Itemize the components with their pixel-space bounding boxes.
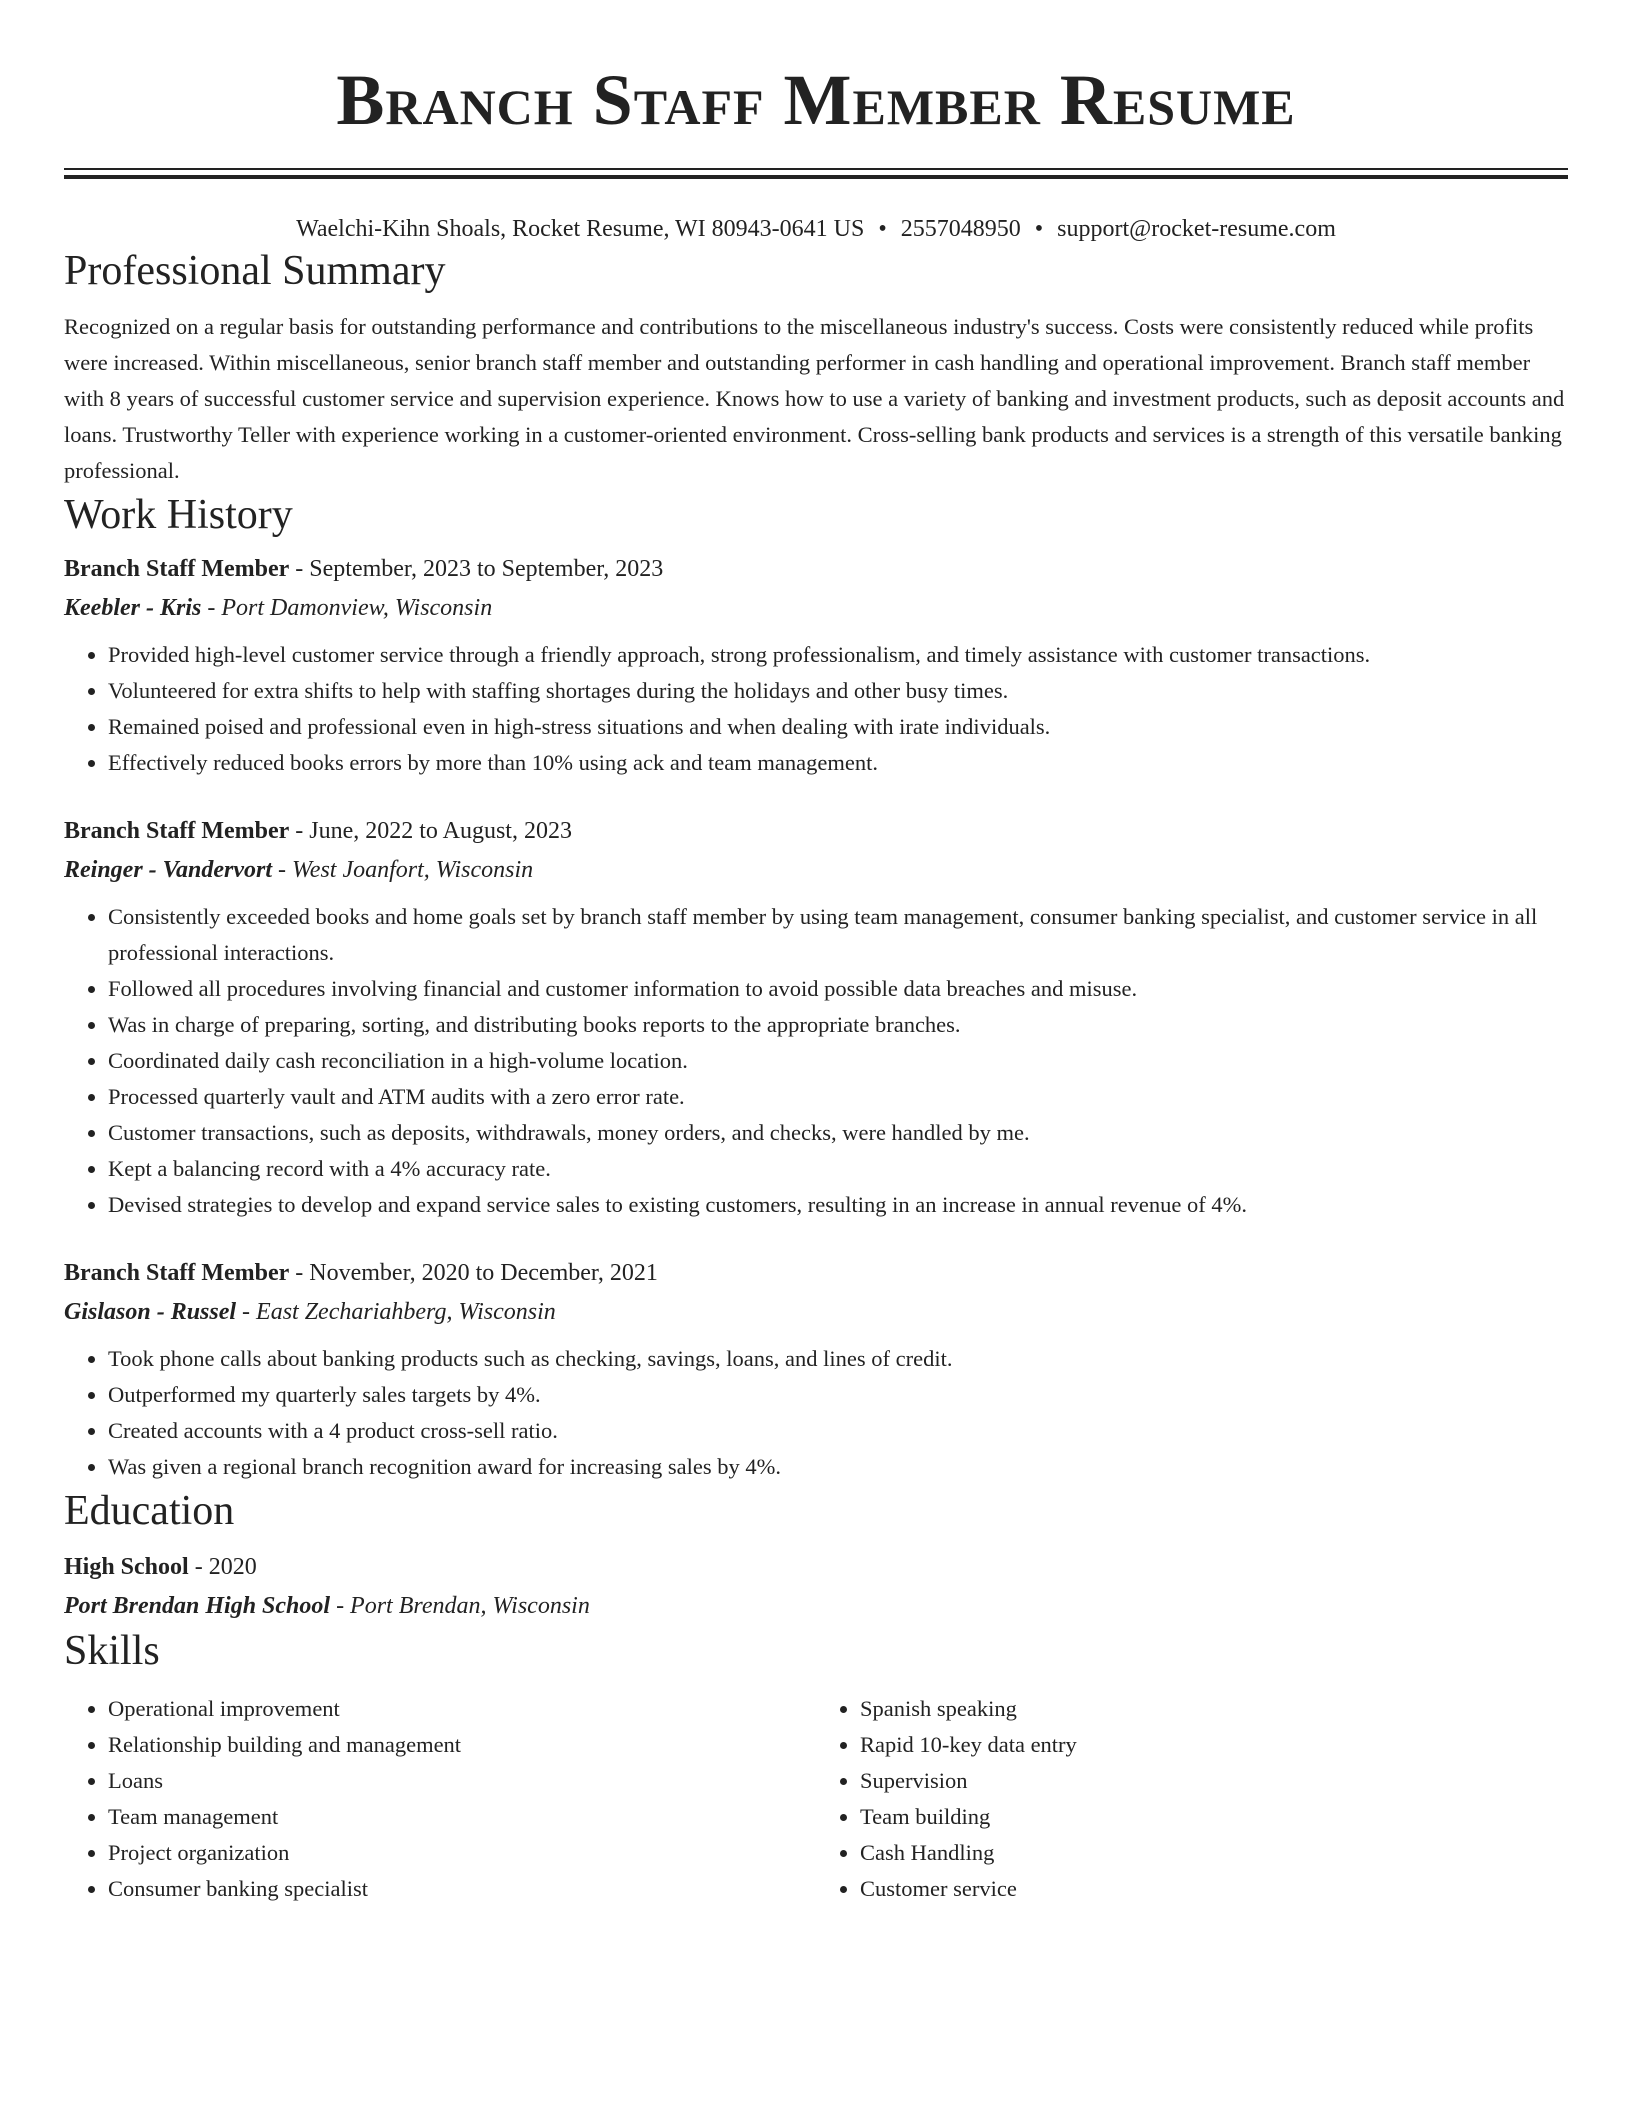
job-entry xyxy=(64,1253,1568,1485)
skill-item: • Team management xyxy=(108,1799,816,1835)
summary-text: Recognized on a regular basis for outstanding performance and contributions to the miscellaneous industry's success. Costs were consistently reduced while profits were increased. Within miscellaneous, senior branch staff member and outstanding performer in cash handling and operational improvement. Branch staff member with 8 years of successful customer service and supervision experience. Knows how to use a variety of banking and investment products, such as deposit accounts and loans. Trustworthy Teller with experience working in a customer-oriented environment. Cross-selling bank products and services is a strength of this versatile banking professional. xyxy=(64,314,1565,483)
education-school: Port Brendan High School xyxy=(64,1593,331,1619)
employer-location: - East Zechariahberg, Wisconsin xyxy=(242,1299,556,1325)
list-item: • Outperformed my quarterly sales targets by 4%. xyxy=(108,1377,1568,1413)
list-item: • Took phone calls about banking products such as checking, savings, loans, and lines of credit. xyxy=(108,1341,1568,1377)
job-title: Branch Staff Member xyxy=(64,818,290,844)
skill-item: • Rapid 10-key data entry xyxy=(860,1727,1568,1763)
list-item: • Coordinated daily cash reconciliation in a high-volume location. xyxy=(108,1043,1568,1079)
skill-item: • Loans xyxy=(108,1763,816,1799)
education-degree-line xyxy=(64,1547,1568,1587)
employer-name: Gislason - Russel xyxy=(64,1299,237,1325)
skills-list-left xyxy=(64,1691,816,1907)
skill-item: • Supervision xyxy=(860,1763,1568,1799)
contact-line xyxy=(64,213,1568,245)
section-heading-skills: Skills xyxy=(64,1628,160,1674)
employer-location: - West Joanfort, Wisconsin xyxy=(278,857,534,883)
list-item: • Devised strategies to develop and expand service sales to existing customers, resulting in an increase in annual revenue of 4%. xyxy=(108,1187,1568,1223)
section-heading-summary: Professional Summary xyxy=(64,248,446,294)
employer-line xyxy=(64,589,1568,627)
job-dates: - September, 2023 to September, 2023 xyxy=(295,556,664,582)
job-bullets xyxy=(64,1341,1568,1485)
job-title: Branch Staff Member xyxy=(64,1260,290,1286)
education-year: - 2020 xyxy=(194,1554,257,1580)
employer-line xyxy=(64,1293,1568,1331)
skill-item: • Customer service xyxy=(860,1871,1568,1907)
list-item: • Was in charge of preparing, sorting, and distributing books reports to the appropriate branches. xyxy=(108,1007,1568,1043)
skill-item: • Project organization xyxy=(108,1835,816,1871)
job-title-line xyxy=(64,549,1568,589)
list-item: • Created accounts with a 4 product cross-sell ratio. xyxy=(108,1413,1568,1449)
list-item: • Consistently exceeded books and home goals set by branch staff member by using team management, consumer banking specialist, and customer service in all professional interactions. xyxy=(108,899,1568,971)
job-bullets xyxy=(64,637,1568,781)
job-bullets xyxy=(64,899,1568,1223)
section-heading-work-history: Work History xyxy=(64,492,293,538)
skills-columns xyxy=(64,1691,1568,1907)
list-item: • Followed all procedures involving financial and customer information to avoid possible data breaches and misuse. xyxy=(108,971,1568,1007)
list-item: • Processed quarterly vault and ATM audits with a zero error rate. xyxy=(108,1079,1568,1115)
section-heading-education: Education xyxy=(64,1488,235,1534)
list-item: • Was given a regional branch recognition award for increasing sales by 4%. xyxy=(108,1449,1568,1485)
job-title-line xyxy=(64,811,1568,851)
contact-email: support@rocket-resume.com xyxy=(1057,216,1336,242)
skill-item: • Team building xyxy=(860,1799,1568,1835)
education-entry xyxy=(64,1547,1568,1625)
employer-line xyxy=(64,851,1568,889)
list-item: • Provided high-level customer service through a friendly approach, strong professionalism, and timely assistance with customer transactions. xyxy=(108,637,1568,673)
skill-item: • Operational improvement xyxy=(108,1691,816,1727)
job-title: Branch Staff Member xyxy=(64,556,290,582)
title-divider xyxy=(64,168,1568,179)
list-item: • Volunteered for extra shifts to help with staffing shortages during the holidays and other busy times. xyxy=(108,673,1568,709)
skill-item: • Spanish speaking xyxy=(860,1691,1568,1727)
skills-list-right xyxy=(816,1691,1568,1907)
job-entry xyxy=(64,549,1568,781)
skill-item: • Cash Handling xyxy=(860,1835,1568,1871)
contact-address: Waelchi-Kihn Shoals, Rocket Resume, WI 80943-0641 US xyxy=(296,216,865,242)
list-item: • Remained poised and professional even in high-stress situations and when dealing with irate individuals. xyxy=(108,709,1568,745)
education-location: - Port Brendan, Wisconsin xyxy=(336,1593,590,1619)
employer-name: Reinger - Vandervort xyxy=(64,857,273,883)
skill-item: • Relationship building and management xyxy=(108,1727,816,1763)
contact-separator: • xyxy=(878,216,887,242)
education-degree: High School xyxy=(64,1554,189,1580)
employer-location: - Port Damonview, Wisconsin xyxy=(207,595,493,621)
job-dates: - June, 2022 to August, 2023 xyxy=(295,818,572,844)
contact-separator: • xyxy=(1034,216,1044,242)
employer-name: Keebler - Kris xyxy=(64,595,202,621)
job-dates: - November, 2020 to December, 2021 xyxy=(295,1260,658,1286)
list-item: • Kept a balancing record with a 4% accuracy rate. xyxy=(108,1151,1568,1187)
list-item: • Customer transactions, such as deposits, withdrawals, money orders, and checks, were handled by me. xyxy=(108,1115,1568,1151)
job-title-line xyxy=(64,1253,1568,1293)
education-school-line xyxy=(64,1587,1568,1625)
job-entry xyxy=(64,811,1568,1223)
contact-phone: 2557048950 xyxy=(900,216,1021,242)
page-title: Branch Staff Member Resume xyxy=(336,60,1296,140)
list-item: • Effectively reduced books errors by more than 10% using ack and team management. xyxy=(108,745,1568,781)
skill-item: • Consumer banking specialist xyxy=(108,1871,816,1907)
